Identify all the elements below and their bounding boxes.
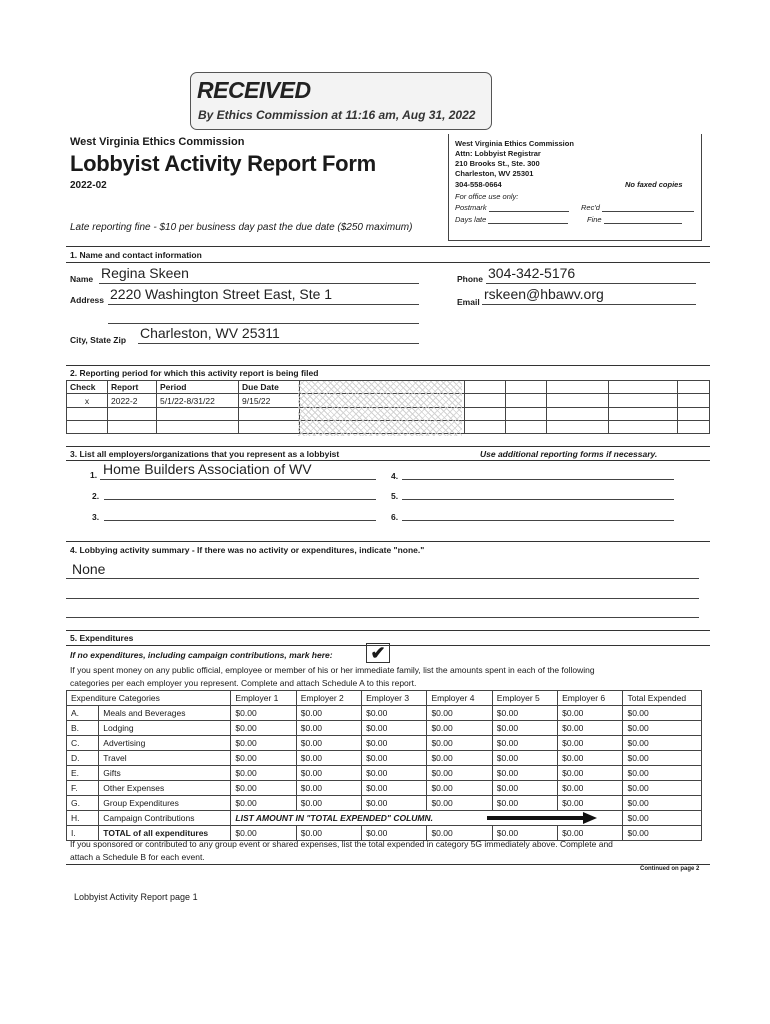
city-value[interactable]: Charleston, WV 25311 [140, 325, 280, 341]
expenditure-row [67, 781, 702, 796]
expenditure-amount-cell[interactable]: $0.00 [296, 766, 361, 781]
expenditure-category: Travel [99, 751, 231, 766]
name-rule [99, 283, 419, 284]
fine-label [587, 215, 682, 224]
employer-number-3: 3. [92, 512, 100, 522]
office-line-5: 304-558-0664 [455, 180, 502, 189]
employer-number-6: 6. [391, 512, 399, 522]
campaign-total[interactable]: $0.00 [623, 811, 702, 826]
recd-text: Rec'd [581, 203, 600, 212]
campaign-letter: H. [67, 811, 99, 826]
expenditure-amount-cell[interactable]: $0.00 [427, 706, 492, 721]
no-expenditures-checkbox[interactable]: ✔ [366, 643, 390, 663]
expenditure-amount-cell[interactable]: $0.00 [362, 766, 427, 781]
col-total-expended: Total Expended [623, 691, 702, 706]
period-empty-cell [67, 421, 108, 434]
col-report: Report [108, 381, 157, 394]
expenditure-total-cell[interactable]: $0.00 [623, 766, 702, 781]
expenditure-amount-cell[interactable]: $0.00 [362, 781, 427, 796]
stamp-title: RECEIVED [197, 77, 311, 103]
section-5-bottom-line [66, 864, 710, 865]
expenditure-amount-cell[interactable]: $0.00 [362, 706, 427, 721]
period-check-cell[interactable]: x [67, 394, 108, 408]
address-rule [108, 304, 419, 305]
expenditure-total-cell[interactable]: $0.00 [623, 706, 702, 721]
expenditure-row [67, 766, 702, 781]
phone-value[interactable]: 304-342-5176 [488, 265, 576, 281]
period-empty-cell [465, 394, 506, 408]
expenditure-total-cell[interactable]: $0.00 [623, 796, 702, 811]
period-empty-cell [547, 421, 609, 434]
scan-noise-redaction [298, 381, 462, 436]
employer-4-rule [402, 479, 674, 480]
expenditure-amount-cell[interactable]: $0.00 [492, 766, 557, 781]
total-employer-3: $0.00 [362, 826, 427, 841]
expenditure-amount-cell[interactable]: $0.00 [558, 736, 623, 751]
expenditure-row [67, 796, 702, 811]
summary-rule-1 [66, 578, 699, 579]
employer-1-value[interactable]: Home Builders Association of WV [103, 461, 312, 477]
col-categories: Expenditure Categories [67, 691, 231, 706]
expenditure-letter: F. [67, 781, 99, 796]
expenditure-category: Gifts [99, 766, 231, 781]
section-1-heading: 1. Name and contact information [70, 250, 202, 260]
period-empty-cell [506, 394, 547, 408]
employer-3-rule [104, 520, 376, 521]
section-2-divider [66, 365, 710, 366]
expenditure-amount-cell[interactable]: $0.00 [558, 721, 623, 736]
email-rule [482, 304, 696, 305]
section-4-divider [66, 541, 710, 542]
days-late-text: Days late [455, 215, 487, 224]
expenditure-amount-cell[interactable]: $0.00 [296, 796, 361, 811]
expenditure-category: Group Expenditures [99, 796, 231, 811]
office-address-box [448, 134, 702, 241]
expenditure-amount-cell[interactable]: $0.00 [492, 721, 557, 736]
campaign-note [231, 811, 623, 826]
section-4-heading: 4. Lobbying activity summary - If there was no activity or expenditures, indicate "none." [70, 545, 425, 555]
summary-rule-2 [66, 598, 699, 599]
period-empty-cell [609, 408, 678, 421]
expenditure-total-cell[interactable]: $0.00 [623, 781, 702, 796]
period-empty-cell [157, 408, 239, 421]
page-footer: Lobbyist Activity Report page 1 [74, 892, 198, 902]
email-label: Email [457, 297, 480, 307]
total-employer-5: $0.00 [492, 826, 557, 841]
expenditure-letter: D. [67, 751, 99, 766]
expenditure-amount-cell[interactable]: $0.00 [558, 706, 623, 721]
employer-number-1: 1. [90, 470, 98, 480]
office-line-3: 210 Brooks St., Ste. 300 [455, 159, 540, 168]
section-5-divider [66, 630, 710, 631]
col-employer-2: Employer 2 [296, 691, 361, 706]
expenditure-amount-cell[interactable]: $0.00 [296, 706, 361, 721]
expenditure-amount-cell[interactable]: $0.00 [492, 706, 557, 721]
city-label: City, State Zip [70, 335, 127, 345]
activity-summary-value[interactable]: None [72, 561, 106, 577]
expenditure-amount-cell[interactable]: $0.00 [427, 766, 492, 781]
recd-field [602, 204, 694, 212]
no-faxed-copies: No faxed copies [625, 180, 683, 189]
employer-5-rule [402, 499, 674, 500]
period-empty-cell [239, 421, 300, 434]
continued-note: Continued on page 2 [640, 866, 700, 872]
total-employer-1: $0.00 [231, 826, 296, 841]
col-blank-4 [547, 381, 609, 394]
col-blank-6 [678, 381, 710, 394]
expenditure-amount-cell[interactable]: $0.00 [362, 796, 427, 811]
expenditure-amount-cell[interactable]: $0.00 [427, 781, 492, 796]
expenditures-intro-2: categories per each employer you represent. Complete and attach Schedule A to this report. [70, 678, 417, 688]
period-empty-cell [157, 421, 239, 434]
period-empty-cell [67, 408, 108, 421]
col-employer-4: Employer 4 [427, 691, 492, 706]
address-label: Address [70, 295, 105, 305]
days-late-field [488, 216, 568, 224]
expenditure-amount-cell[interactable]: $0.00 [427, 721, 492, 736]
period-empty-cell [465, 408, 506, 421]
expenditure-row [67, 751, 702, 766]
expenditure-amount-cell[interactable]: $0.00 [362, 751, 427, 766]
city-rule [138, 343, 419, 344]
section-5-heading: 5. Expenditures [70, 633, 134, 643]
expenditure-total-cell[interactable]: $0.00 [623, 736, 702, 751]
office-use-label: For office use only: [455, 192, 519, 201]
expenditure-amount-cell[interactable]: $0.00 [231, 706, 296, 721]
name-value[interactable]: Regina Skeen [101, 265, 189, 281]
expenditure-letter: G. [67, 796, 99, 811]
postmark-text: Postmark [455, 203, 487, 212]
expenditure-amount-cell[interactable]: $0.00 [427, 796, 492, 811]
period-empty-cell [506, 421, 547, 434]
expenditure-amount-cell[interactable]: $0.00 [427, 736, 492, 751]
no-expenditures-label: If no expenditures, including campaign contributions, mark here: [70, 650, 333, 660]
days-late-label [455, 215, 568, 224]
total-employer-6: $0.00 [558, 826, 623, 841]
employer-number-4: 4. [391, 471, 399, 481]
period-empty-cell [108, 408, 157, 421]
office-line-2: Attn: Lobbyist Registrar [455, 149, 541, 158]
expenditure-row [67, 736, 702, 751]
expenditure-amount-cell[interactable]: $0.00 [427, 751, 492, 766]
expenditures-intro-1: If you spent money on any public official, employee or member of his or her immediate family, list the amounts spent in each of the following [70, 665, 595, 675]
expenditures-body [67, 706, 702, 811]
postmark-field [489, 204, 569, 212]
col-blank-2 [465, 381, 506, 394]
agency-name: West Virginia Ethics Commission [70, 136, 245, 148]
late-fee-note: Late reporting fine - $10 per business day past the due date ($250 maximum) [70, 222, 413, 233]
employer-2-rule [104, 499, 376, 500]
period-empty-cell [108, 421, 157, 434]
col-employer-5: Employer 5 [492, 691, 557, 706]
col-check: Check [67, 381, 108, 394]
campaign-row [67, 811, 702, 826]
expenditure-amount-cell[interactable]: $0.00 [231, 781, 296, 796]
period-empty-cell [465, 421, 506, 434]
recd-label [581, 203, 694, 212]
postmark-label [455, 203, 569, 212]
received-stamp [190, 72, 492, 130]
phone-label: Phone [457, 274, 483, 284]
fine-text: Fine [587, 215, 602, 224]
expenditure-amount-cell[interactable]: $0.00 [492, 751, 557, 766]
fine-field [604, 216, 682, 224]
employer-6-rule [402, 520, 674, 521]
expenditure-row [67, 706, 702, 721]
col-employer-1: Employer 1 [231, 691, 296, 706]
expenditure-category: Other Expenses [99, 781, 231, 796]
expenditure-amount-cell[interactable]: $0.00 [492, 736, 557, 751]
col-employer-3: Employer 3 [362, 691, 427, 706]
period-empty-cell [239, 408, 300, 421]
office-line-4: Charleston, WV 25301 [455, 169, 534, 178]
period-empty-cell [678, 408, 710, 421]
section-1-subline [66, 262, 710, 263]
address-rule-2 [108, 323, 419, 324]
total-category: TOTAL of all expenditures [99, 826, 231, 841]
expenditure-amount-cell[interactable]: $0.00 [558, 766, 623, 781]
expenditure-total-cell[interactable]: $0.00 [623, 751, 702, 766]
col-blank-3 [506, 381, 547, 394]
expenditure-category: Advertising [99, 736, 231, 751]
section-1-divider [66, 246, 710, 247]
expenditure-amount-cell[interactable]: $0.00 [492, 796, 557, 811]
employer-1-rule [100, 479, 376, 480]
period-range-cell: 5/1/22-8/31/22 [157, 394, 239, 408]
expenditure-amount-cell[interactable]: $0.00 [231, 751, 296, 766]
expenditure-amount-cell[interactable]: $0.00 [296, 751, 361, 766]
expenditure-amount-cell[interactable]: $0.00 [231, 796, 296, 811]
total-employer-4: $0.00 [427, 826, 492, 841]
expenditure-amount-cell[interactable]: $0.00 [231, 766, 296, 781]
expenditures-footer-1: If you sponsored or contributed to any group event or shared expenses, list the total expended in category 5G immediately above. Complete and [70, 839, 613, 849]
expenditures-header-row [67, 691, 702, 706]
expenditure-amount-cell[interactable]: $0.00 [362, 736, 427, 751]
period-empty-cell [609, 394, 678, 408]
expenditure-amount-cell[interactable]: $0.00 [558, 781, 623, 796]
expenditure-amount-cell[interactable]: $0.00 [296, 781, 361, 796]
expenditure-category: Lodging [99, 721, 231, 736]
expenditure-letter: E. [67, 766, 99, 781]
expenditures-table [66, 690, 702, 841]
arrow-right-icon [487, 812, 597, 824]
period-empty-cell [609, 421, 678, 434]
expenditure-amount-cell[interactable]: $0.00 [231, 721, 296, 736]
expenditure-amount-cell[interactable]: $0.00 [362, 721, 427, 736]
col-due-date: Due Date [239, 381, 300, 394]
total-letter: I. [67, 826, 99, 841]
expenditure-total-cell[interactable]: $0.00 [623, 721, 702, 736]
form-year: 2022-02 [70, 180, 107, 191]
expenditures-footer-2: attach a Schedule B for each event. [70, 852, 205, 862]
total-employer-2: $0.00 [296, 826, 361, 841]
office-line-1: West Virginia Ethics Commission [455, 139, 574, 148]
address-value[interactable]: 2220 Washington Street East, Ste 1 [110, 286, 333, 302]
employer-number-2: 2. [92, 491, 100, 501]
col-employer-6: Employer 6 [558, 691, 623, 706]
col-period: Period [157, 381, 239, 394]
period-empty-cell [678, 421, 710, 434]
period-due-cell: 9/15/22 [239, 394, 300, 408]
form-title: Lobbyist Activity Report Form [70, 151, 376, 176]
expenditure-row [67, 721, 702, 736]
period-empty-cell [547, 394, 609, 408]
expenditure-letter: C. [67, 736, 99, 751]
phone-rule [486, 283, 696, 284]
expenditure-amount-cell[interactable]: $0.00 [296, 736, 361, 751]
expenditure-amount-cell[interactable]: $0.00 [296, 721, 361, 736]
col-blank-5 [609, 381, 678, 394]
period-empty-cell [678, 394, 710, 408]
email-value[interactable]: rskeen@hbawv.org [484, 286, 604, 302]
total-expended: $0.00 [623, 826, 702, 841]
section-3-heading: 3. List all employers/organizations that you represent as a lobbyist [70, 449, 340, 459]
name-label: Name [70, 274, 94, 284]
summary-rule-3 [66, 617, 699, 618]
employer-number-5: 5. [391, 491, 399, 501]
campaign-category: Campaign Contributions [99, 811, 231, 826]
campaign-note-text: LIST AMOUNT IN "TOTAL EXPENDED" COLUMN. [235, 813, 433, 823]
period-report-cell: 2022-2 [108, 394, 157, 408]
expenditure-amount-cell[interactable]: $0.00 [558, 751, 623, 766]
section-3-divider [66, 446, 710, 447]
expenditure-category: Meals and Beverages [99, 706, 231, 721]
expenditure-letter: B. [67, 721, 99, 736]
stamp-date-line: By Ethics Commission at 11:16 am, Aug 31, 2022 [198, 108, 476, 122]
expenditure-amount-cell[interactable]: $0.00 [492, 781, 557, 796]
expenditure-letter: A. [67, 706, 99, 721]
expenditure-amount-cell[interactable]: $0.00 [558, 796, 623, 811]
expenditure-amount-cell[interactable]: $0.00 [231, 736, 296, 751]
period-empty-cell [506, 408, 547, 421]
section-3-note: Use additional reporting forms if necessary. [480, 449, 658, 459]
section-2-heading: 2. Reporting period for which this activity report is being filed [70, 368, 319, 378]
period-empty-cell [547, 408, 609, 421]
